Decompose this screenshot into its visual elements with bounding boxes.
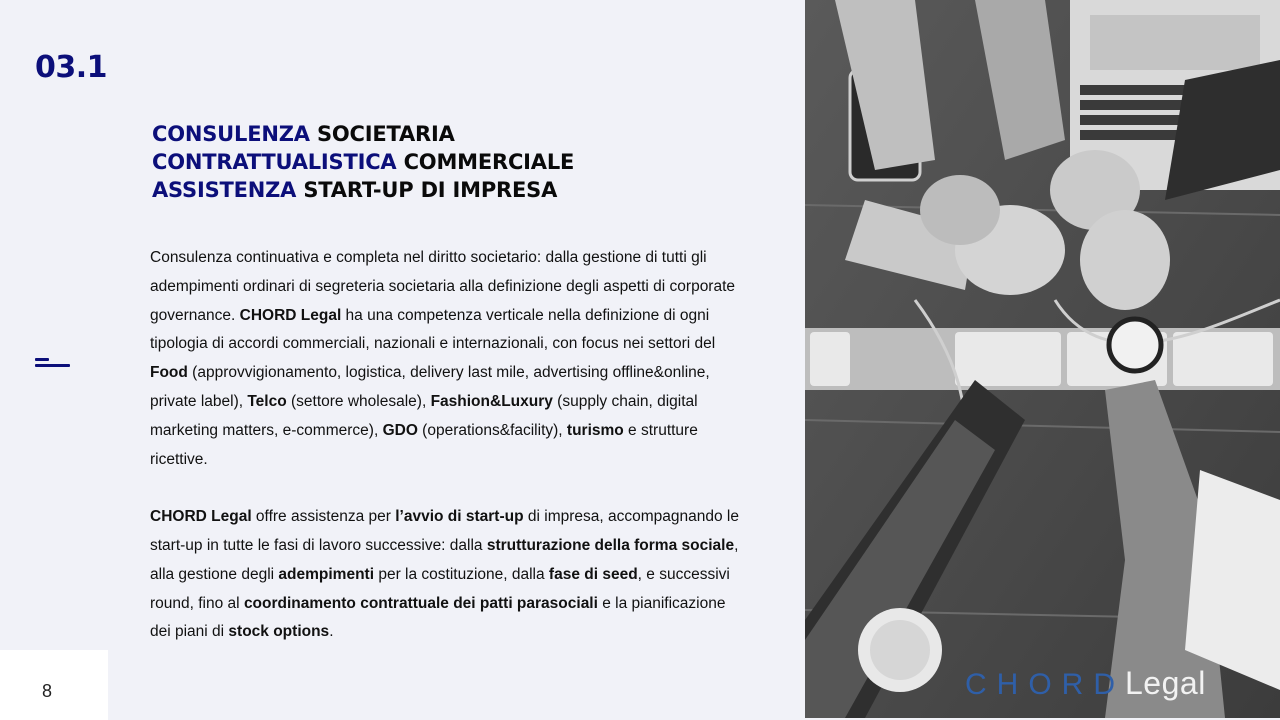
page-number-box (0, 650, 108, 720)
text-run: per la costituzione, dalla (374, 565, 549, 583)
text-run: e la pianificazione dei piani di (150, 594, 726, 641)
decorative-dash (35, 358, 71, 368)
bold-run: adempimenti (278, 565, 375, 583)
bold-run: stock options (228, 623, 330, 641)
text-run: . (329, 623, 334, 641)
bold-run: coordinamento contrattuale dei patti parasociali (243, 594, 598, 612)
heading-rest: START-UP DI IMPRESA (303, 178, 558, 202)
paragraph-corporate-consulting (150, 244, 740, 474)
logo-legal-text: Legal (1125, 665, 1206, 701)
heading-rest: COMMERCIALE (403, 150, 575, 174)
page-number: 8 (42, 681, 53, 701)
heading-rest: SOCIETARIA (316, 122, 455, 146)
section-number: 03.1 (35, 50, 108, 85)
text-run: e strutture ricettive. (150, 421, 698, 468)
bold-run: strutturazione della forma sociale (486, 536, 735, 554)
bold-run: Telco (247, 392, 287, 410)
text-run: Consulenza continuativa e completa nel diritto societario: dalla gestione di tutti gli adempimenti ordinari di segreteria societaria alla definizione degli aspetti di corporate governance. (150, 249, 736, 324)
bold-run: GDO (382, 421, 418, 439)
text-run: , e successivi round, fino al (150, 565, 730, 612)
text-run: , alla gestione degli (150, 536, 739, 583)
dash-short-line (35, 358, 49, 361)
bold-run: CHORD Legal (150, 508, 252, 526)
text-run: (settore wholesale), (286, 392, 431, 410)
bold-run: Fashion&Luxury (430, 392, 553, 410)
heading-line (152, 176, 574, 204)
dash-long-line (35, 364, 70, 367)
section-headings (152, 120, 574, 204)
bold-run: Food (150, 364, 188, 382)
heading-line (152, 120, 574, 148)
logo-chord-text: CHORD (965, 668, 1125, 701)
chord-legal-logo (965, 665, 1206, 702)
heading-highlight: CONSULENZA (152, 122, 310, 146)
bold-run: turismo (566, 421, 624, 439)
text-run: (approvvigionamento, logistica, delivery last mile, advertising offline&online, private label), (150, 364, 710, 410)
heading-highlight: ASSISTENZA (152, 178, 297, 202)
text-run: (supply chain, digital marketing matters, e-commerce), (150, 392, 698, 439)
heading-line (152, 148, 574, 176)
text-run: ha una competenza verticale nella definizione di ogni tipologia di accordi commerciali, nazionali e internazionali, con focus nei settori del (150, 306, 716, 353)
text-run: (operations&facility), (417, 421, 567, 439)
bold-run: l’avvio di start-up (395, 508, 524, 526)
body-text (150, 244, 740, 647)
bold-run: fase di seed (548, 565, 638, 583)
text-run: offre assistenza per (251, 508, 396, 526)
paragraph-startup (150, 503, 740, 647)
teamwork-photo (805, 0, 1280, 718)
teamwork-photo-illustration (805, 0, 1280, 718)
heading-highlight: CONTRATTUALISTICA (152, 150, 397, 174)
text-run: di impresa, accompagnando le start-up in tutte le fasi di lavoro successive: dalla (150, 508, 739, 554)
bold-run: CHORD Legal (239, 306, 342, 324)
